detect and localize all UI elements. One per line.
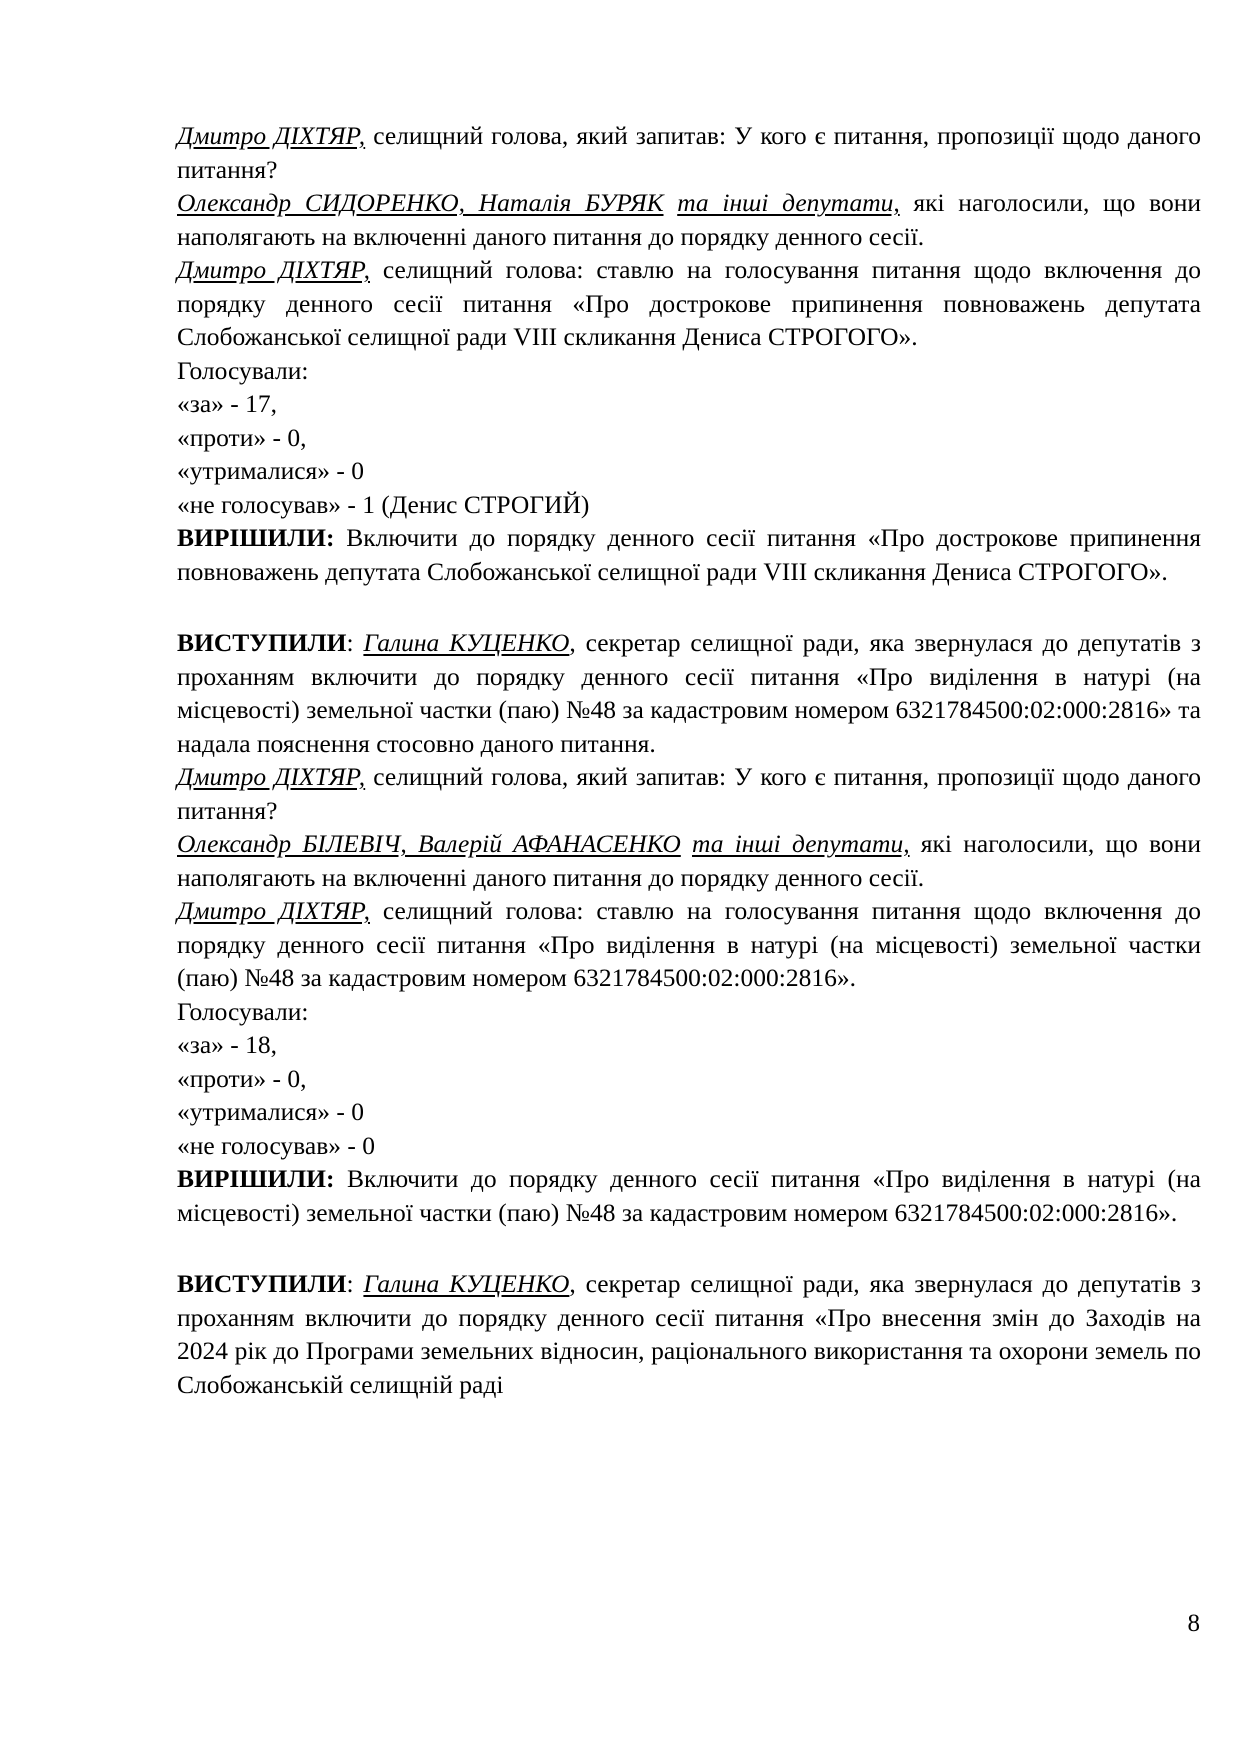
spoke-paragraph xyxy=(177,1267,1201,1401)
vote-title: Голосували: xyxy=(177,355,309,385)
speaker-name: Дмитро ДІХТЯР, xyxy=(177,896,370,925)
paragraph-text: селищний голова, який запитав: У кого є питання, пропозиції щодо даного питання? xyxy=(177,762,1202,825)
vote-not-voted: «не голосував» - 1 (Денис СТРОГИЙ) xyxy=(177,489,590,519)
spoke-paragraph xyxy=(177,626,1201,760)
vote-title: Голосували: xyxy=(177,996,309,1026)
vote-not-voted: «не голосував» - 0 xyxy=(177,1130,375,1160)
speaker-name: Олександр СИДОРЕНКО, Наталія БУРЯК xyxy=(177,188,664,217)
other-deputies: та інші депутати, xyxy=(677,188,900,217)
paragraph-text: які наголосили, що вони наполягають на включенні даного питання до порядку денного сесії. xyxy=(177,829,1201,892)
speaker-name: Дмитро ДІХТЯР, xyxy=(177,255,370,284)
paragraph-vote-call xyxy=(177,894,1201,995)
paragraph-text: селищний голова: ставлю на голосування питання щодо включення до порядку денного сесії питання «Про дострокове припинення повноважень депутата Слобожанської селищної ради VIII скликання Дениса СТРОГОГО». xyxy=(177,255,1201,351)
speaker-name: Дмитро ДІХТЯР, xyxy=(177,762,366,791)
spoke-label: ВИСТУПИЛИ xyxy=(177,1269,347,1298)
decision-label: ВИРІШИЛИ: xyxy=(177,1164,335,1193)
page-number: 8 xyxy=(1187,1610,1200,1637)
paragraph-insist xyxy=(177,827,1201,894)
colon: : xyxy=(346,1269,364,1298)
colon: : xyxy=(346,628,364,657)
paragraph-text: селищний голова, який запитав: У кого є питання, пропозиції щодо даного питання? xyxy=(177,121,1202,184)
vote-against: «проти» - 0, xyxy=(177,422,307,452)
vote-for: «за» - 17, xyxy=(177,389,278,418)
decision-paragraph xyxy=(177,521,1201,588)
other-deputies: та інші депутати, xyxy=(692,829,910,858)
document-page xyxy=(177,119,1201,1401)
paragraph-vote-call xyxy=(177,253,1201,354)
decision-label: ВИРІШИЛИ: xyxy=(177,523,335,552)
paragraph-question xyxy=(177,119,1201,186)
paragraph-text: , секретар селищної ради, яка звернулася до депутатів з проханням включити до порядку денного сесії питання «Про внесення змін до Заходів на 2024 рік до Програми земельних відносин, раціонального використання та охорони земель по Слобожанській селищній раді xyxy=(177,1269,1201,1399)
speaker-name: Олександр БІЛЕВІЧ, Валерій АФАНАСЕНКО xyxy=(177,829,681,858)
speaker-name: Дмитро ДІХТЯР, xyxy=(177,121,366,150)
decision-paragraph xyxy=(177,1162,1201,1229)
paragraph-question xyxy=(177,760,1201,827)
paragraph-text: селищний голова: ставлю на голосування питання щодо включення до порядку денного сесії питання «Про виділення в натурі (на місцевості) земельної частки (паю) №48 за кадастровим номером 6321784500:02:000:2816». xyxy=(177,896,1201,992)
vote-against: «проти» - 0, xyxy=(177,1063,307,1093)
decision-text: Включити до порядку денного сесії питання «Про виділення в натурі (на місцевості) земельної частки (паю) №48 за кадастровим номером 6321784500:02:000:2816». xyxy=(177,1164,1201,1227)
paragraph-text: які наголосили, що вони наполягають на включенні даного питання до порядку денного сесії. xyxy=(177,188,1201,251)
paragraph-insist xyxy=(177,186,1201,253)
decision-text: Включити до порядку денного сесії питання «Про дострокове припинення повноважень депутата Слобожанської селищної ради VIII скликання Дениса СТРОГОГО». xyxy=(177,523,1201,586)
speaker-name: Галина КУЦЕНКО xyxy=(363,628,570,657)
speaker-name: Галина КУЦЕНКО xyxy=(363,1269,570,1298)
paragraph-text: , секретар селищної ради, яка звернулася до депутатів з проханням включити до порядку денного сесії питання «Про виділення в натурі (на місцевості) земельної частки (паю) №48 за кадастровим номером 6321784500:02:000:2816» та надала пояснення стосовно даного питання. xyxy=(177,628,1201,758)
vote-abstain: «утрималися» - 0 xyxy=(177,1097,365,1126)
vote-for: «за» - 18, xyxy=(177,1030,278,1059)
spoke-label: ВИСТУПИЛИ xyxy=(177,628,347,657)
vote-abstain: «утрималися» - 0 xyxy=(177,456,365,485)
